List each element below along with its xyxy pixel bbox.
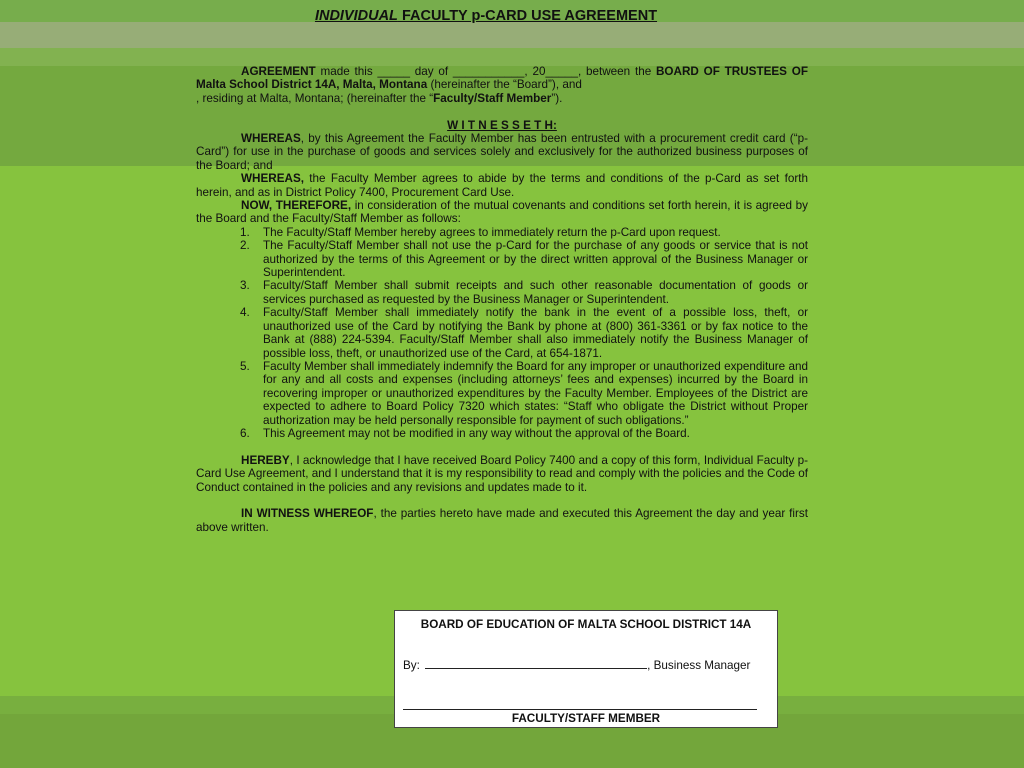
item-number: 6. <box>240 426 250 440</box>
whereas-label: WHEREAS, <box>241 172 304 186</box>
board-signature-title: BOARD OF EDUCATION OF MALTA SCHOOL DISTRICT 14A <box>420 618 752 631</box>
list-item <box>196 226 808 239</box>
item-text: The Faculty/Staff Member hereby agrees to immediately return the p-Card upon request. <box>263 225 721 239</box>
hereby-clause <box>196 454 808 494</box>
preamble-text: ”). <box>551 91 563 105</box>
preamble-text: , residing at Malta, Montana; (hereinafter the “ <box>196 91 434 105</box>
item-text: The Faculty/Staff Member shall not use the p-Card for the purchase of any goods or service that is not authorized by the terms of this Agreement or by the direct written approval of the Business Manager or Superintendent. <box>263 239 808 280</box>
whereas-label: WHEREAS <box>241 132 301 146</box>
item-number: 5. <box>240 359 250 373</box>
faculty-signature-field[interactable] <box>403 709 757 710</box>
witness-clause <box>196 507 808 534</box>
hereby-label: HEREBY <box>241 453 290 467</box>
now-therefore-clause <box>196 199 808 226</box>
background-band <box>0 48 1024 66</box>
terms-list <box>196 226 808 441</box>
page-title <box>0 8 972 24</box>
item-number: 4. <box>240 306 250 320</box>
whereas-clause-2 <box>196 172 808 199</box>
item-text: Faculty Member shall immediately indemnify the Board for any improper or unauthorized expenditure and for any and all costs and expenses (including attorneys’ fees and expenses) incurred by the Board in recovering improper or unauthorized expenditures by the Faculty Member. Employees of the District are expected to adhere to Board Policy 7320 which states: “Staff who obligate the District without Proper authorization may be held personally responsible for payment of such obligations.” <box>263 359 808 427</box>
business-manager-signature-line <box>403 658 767 672</box>
clause-text: in consideration of the mutual covenants and conditions set forth herein, it is agreed by the Board and the Faculty/Staff Member as follows: <box>196 199 808 226</box>
item-text: This Agreement may not be modified in any way without the approval of the Board. <box>263 426 690 440</box>
whereas-clause-1 <box>196 132 808 172</box>
clause-text: the Faculty Member agrees to abide by the terms and conditions of the p-Card as set forth herein, and as in District Policy 7400, Procurement Card Use. <box>196 172 808 199</box>
preamble-text: made this _____ day of ___________, 20_____, between the <box>315 65 656 78</box>
now-therefore-label: NOW, THEREFORE, <box>241 199 352 213</box>
board-name: BOARD OF TRUSTEES OF Malta School District 14A, Malta, Montana <box>196 65 808 92</box>
item-text: Faculty/Staff Member shall immediately notify the bank in the event of a possible loss, theft, or unauthorized use of the Card by notifying the Bank by phone at (800) 361-3361 or by fax notice to the Bank at (888) 224-5394. Faculty/Staff Member shall also immediately notify the Business Manager of possible loss, theft, or unauthorized use of the Card, at 654-1871. <box>263 306 808 360</box>
list-item <box>196 360 808 427</box>
signature-field[interactable] <box>425 658 647 669</box>
faculty-label: Faculty/Staff Member <box>433 91 552 105</box>
clause-text: , I acknowledge that I have received Board Policy 7400 and a copy of this form, Individual Faculty p-Card Use Agreement, and I understand that it is my responsibility to read and comply with the policies and the Code of Conduct contained in the policies and any revisions and updates made to it. <box>196 453 808 494</box>
list-item <box>196 279 808 306</box>
signature-box <box>394 610 778 728</box>
by-label: By: <box>403 659 424 672</box>
list-item <box>196 427 808 440</box>
item-number: 3. <box>240 279 250 293</box>
title-italic: INDIVIDUAL <box>314 8 398 24</box>
clause-text: , the parties hereto have made and executed this Agreement the day and year first above written. <box>196 507 808 534</box>
item-text: Faculty/Staff Member shall submit receipts and such other reasonable documentation of goods or services purchased as requested by the Business Manager or Superintendent. <box>263 279 808 306</box>
preamble-text: (hereinafter the “Board”), and <box>427 78 582 92</box>
title-rest: FACULTY p-CARD USE AGREEMENT <box>397 8 658 24</box>
item-number: 1. <box>240 225 250 239</box>
list-item <box>196 239 808 279</box>
item-number: 2. <box>240 239 250 253</box>
role-label: , Business Manager <box>647 659 751 672</box>
witnesseth-heading: W I T N E S S E T H: <box>447 118 557 132</box>
agreement-label: AGREEMENT <box>241 65 316 78</box>
faculty-signature-label: FACULTY/STAFF MEMBER <box>511 712 661 725</box>
agreement-body <box>196 65 808 534</box>
clause-text: , by this Agreement the Faculty Member has been entrusted with a procurement credit card (“p-Card”) for use in the purchase of goods and services solely and exclusively for the authorized business purposes of the Board; and <box>196 132 808 172</box>
list-item <box>196 306 808 360</box>
witness-label: IN WITNESS WHEREOF <box>241 507 374 521</box>
background-band <box>0 22 1024 48</box>
preamble <box>196 65 808 105</box>
